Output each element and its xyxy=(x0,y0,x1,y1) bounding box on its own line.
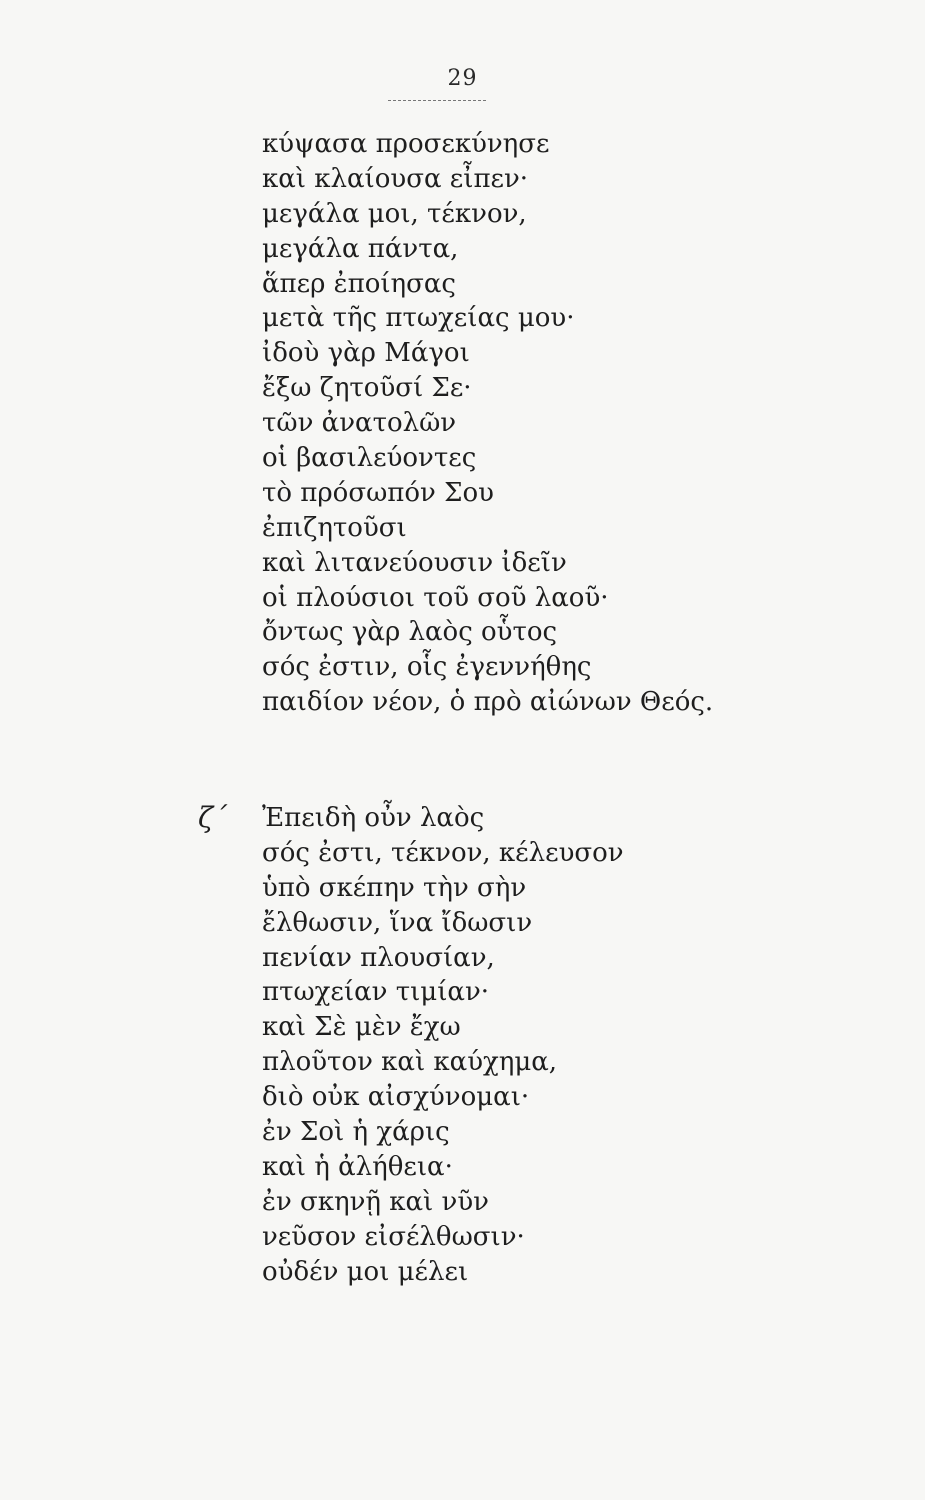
verse-line: ἅπερ ἐποίησας xyxy=(262,268,456,299)
verse-line: ἐπιζητοῦσι xyxy=(262,512,407,543)
verse-line: ἐν σκηνῇ καὶ νῦν xyxy=(262,1186,489,1217)
verse-line: οἱ πλούσιοι τοῦ σοῦ λαοῦ· xyxy=(262,582,609,613)
verse-line: οἱ βασιλεύοντες xyxy=(262,443,477,474)
verse-line: μεγάλα πάντα, xyxy=(262,233,459,264)
verse-line: ἐν Σοὶ ἡ χάρις xyxy=(262,1117,450,1148)
verse-line: νεῦσον εἰσέλθωσιν· xyxy=(262,1221,525,1252)
verse-line: σός ἐστιν, οἷς ἐγεννήθης xyxy=(262,652,592,683)
verse-line: πτωχείαν τιμίαν· xyxy=(262,977,490,1008)
verse-line: Ἐπειδὴ οὖν λαὸς xyxy=(262,803,485,833)
page-number: 29 xyxy=(447,66,478,91)
verse-line: κύψασα προσεκύνησε xyxy=(262,129,550,159)
verse-line: ἔλθωσιν, ἵνα ἴδωσιν xyxy=(262,907,533,938)
verse-line: ἔξω ζητοῦσί Σε· xyxy=(262,373,472,404)
verse-line: καὶ λιτανεύουσιν ἰδεῖν xyxy=(262,547,567,578)
verse-line: σός ἐστι, τέκνον, κέλευσον xyxy=(262,837,624,868)
verse-line: ὄντως γὰρ λαὸς οὗτος xyxy=(262,617,558,648)
verse-line: πλοῦτον καὶ καύχημα, xyxy=(262,1047,558,1078)
verse-line: καὶ ἡ ἀλήθεια· xyxy=(262,1151,453,1182)
page-number-rule xyxy=(388,100,486,101)
stanza-2 xyxy=(262,801,624,1289)
verse-line: οὐδέν μοι μέλει xyxy=(262,1256,469,1287)
verse-line: ἰδοὺ γὰρ Μάγοι xyxy=(262,338,470,369)
verse-line: καὶ κλαίουσα εἶπεν· xyxy=(262,163,529,194)
verse-line: διὸ οὐκ αἰσχύνομαι· xyxy=(262,1082,530,1113)
verse-line: τὸ πρόσωπόν Σου xyxy=(262,477,494,508)
stanza-marker: ζ΄ xyxy=(198,801,228,834)
verse-line: πενίαν πλουσίαν, xyxy=(262,942,495,973)
verse-line: μετὰ τῆς πτωχείας μου· xyxy=(262,303,575,334)
verse-line: μεγάλα μοι, τέκνον, xyxy=(262,198,527,229)
verse-line: τῶν ἀνατολῶν xyxy=(262,408,457,439)
verse-line: καὶ Σὲ μὲν ἔχω xyxy=(262,1012,461,1043)
verse-line: ὑπὸ σκέπην τὴν σὴν xyxy=(262,872,527,903)
verse-line: παιδίον νέον, ὁ πρὸ αἰώνων Θεός. xyxy=(262,687,714,718)
stanza-1 xyxy=(262,127,713,720)
